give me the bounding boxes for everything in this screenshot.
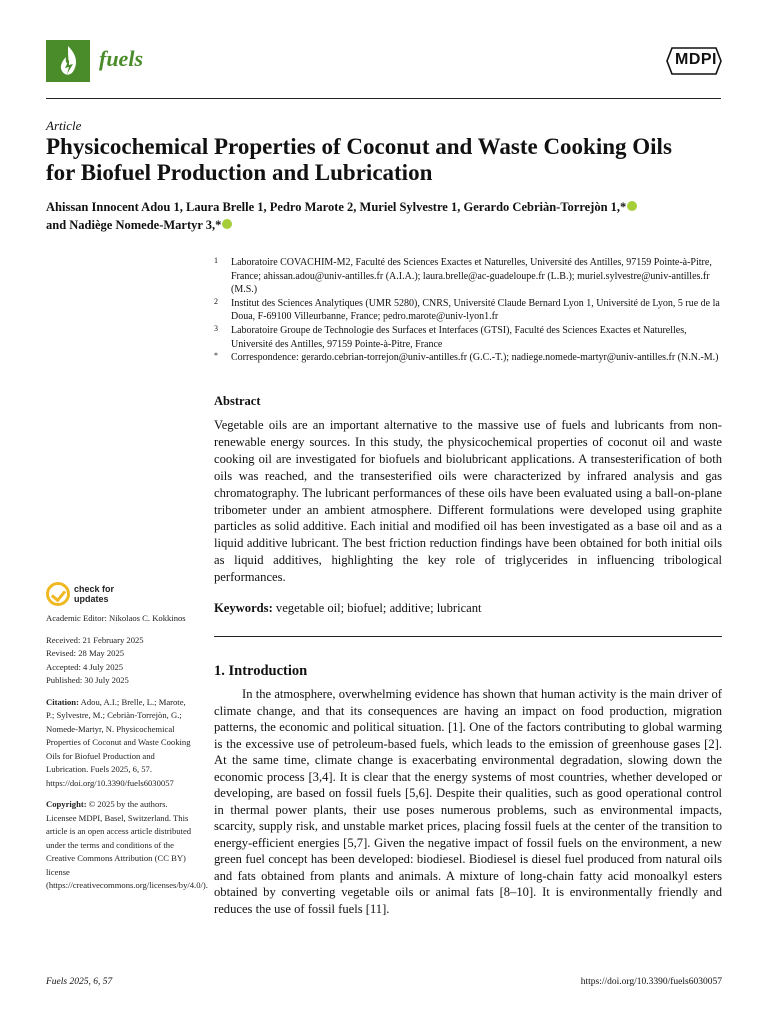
footer-citation: Fuels 2025, 6, 57: [46, 977, 113, 987]
page-footer: [46, 977, 722, 987]
citation: [46, 696, 196, 791]
academic-editor: Academic Editor: Nikolaos C. Kokkinos: [46, 613, 186, 623]
check-updates-label: [74, 584, 114, 604]
copyright-label: Copyright:: [46, 799, 87, 809]
header-divider: [46, 98, 721, 99]
introduction-paragraph: In the atmosphere, overwhelming evidence has shown that human activity is the main driver of climate change, and that its consequences are having an impact on food production, migration patterns, the economic and political situation. [1]. One of the factors contributing to global warming is the excessive use of petroleum-based fuels, which leads to the emission of greenhouse gases [2]. At the same time, climate change is exacerbating environmental degradation, slowing down the economic process [3,4]. It is clear that the energy systems of most countries, whether developed or developing, are based on fossil fuels [5,6]. Despite their qualities, such as good operational control in thermal power plants, their use poses numerous problems, such as environmental impacts, scarcity, supply risk, and unstable market prices, placing fossil fuels at the center of the transition to energy-efficient energies [5,7]. Given the negative impact of fossil fuels on the environment, a new green fuel concept has been developed: biodiesel. Biodiesel is diesel fuel produced from natural oils and fats obtained from plants and animals. A mixture of long-chain fatty acid monoalkyl esters obtained by converting vegetable oils or animal fats [8–10]. It is environmentally friendly and reduces the use of fossil fuels [11].: [214, 687, 722, 916]
introduction-text: [214, 686, 722, 917]
check-updates-line: check for: [74, 584, 115, 594]
date-accepted: Accepted: 4 July 2025: [46, 661, 124, 672]
journal-logo: [46, 40, 90, 82]
publisher-logo: [666, 47, 722, 79]
orcid-icon[interactable]: [222, 219, 232, 229]
flame-leaf-icon: [46, 40, 90, 82]
section-divider: [214, 636, 722, 637]
author-line: and Nadiège Nomede-Martyr 3,*: [46, 218, 222, 232]
abstract-heading: Abstract: [214, 394, 261, 408]
affiliation-item: [214, 256, 724, 297]
citation-text: Adou, A.I.; Brelle, L.; Marote, P.; Sylvestre, M.; Cebriàn-Torrejòn, G.; Nomede-Martyr, N. Physicochemical Properties of Coconut and Waste Cooking Oils for Biofuel Production and Lubrication. Fuels 2025, 6, 57. https://doi.org/10.3390/fuels6030057: [46, 696, 191, 788]
check-updates-line: updates: [74, 594, 109, 604]
check-for-updates-button[interactable]: [46, 582, 114, 606]
copyright-text: © 2025 by the authors. Licensee MDPI, Basel, Switzerland. This article is an open access article distributed under the terms and conditions of the Creative Commons Attribution (CC BY) license (https://creativecommons.org/licenses/by/4.0/).: [46, 799, 208, 890]
citation-label: Citation:: [46, 696, 79, 707]
copyright: [46, 798, 208, 893]
date-revised: Revised: 28 May 2025: [46, 648, 125, 658]
check-updates-icon: [46, 582, 70, 606]
footer-doi-link[interactable]: https://doi.org/10.3390/fuels6030057: [580, 977, 722, 987]
keywords: [214, 601, 722, 616]
sidebar-meta: [46, 612, 208, 901]
title-line: for Biofuel Production and Lubrication: [46, 160, 433, 185]
keywords-label: Keywords:: [214, 601, 273, 615]
correspondence-text: Correspondence: gerardo.cebrian-torrejon@univ-antilles.fr (G.C.-T.); nadiege.nomede-martyr@univ-antilles.fr (N.N.-M.): [231, 352, 719, 364]
page-title: [46, 134, 736, 186]
dates: [46, 634, 196, 688]
affiliation-number: 2: [214, 296, 218, 306]
affiliation-item: [214, 324, 724, 351]
affiliations: [214, 256, 724, 365]
affiliation-number: 1: [214, 256, 218, 265]
abstract-text: Vegetable oils are an important alternative to the massive use of fuels and lubricants from non-renewable energy sources. In this study, the physicochemical properties of coconut oil and waste cooking oil are investigated for biofuels and biolubricant applications. A transesterification of both oils was reached, and the transesterified oils were characterized by infrared analysis and gas chromatography. The lubricant performances of these oils have been evaluated using a ball-on-plane tribometer under an ambient atmosphere. Different formulations were developed using graphite particles as solid additive. Each initial and modified oil has been investigated as a base oil and as a liquid additive lubricant. The best friction reduction findings have been obtained for both initial oils as liquid additives, highlighting the key role of triglycerides in influencing tribological performances.: [214, 418, 722, 585]
affiliation-number: 3: [214, 323, 218, 333]
article-type: Article: [46, 118, 82, 133]
title-line: Physicochemical Properties of Coconut and Waste Cooking Oils: [46, 134, 672, 159]
affiliation-number: *: [214, 351, 218, 361]
date-published: Published: 30 July 2025: [46, 675, 129, 685]
affiliation-text: Laboratoire COVACHIM-M2, Faculté des Sciences Exactes et Naturelles, Université des Antilles, 97159 Pointe-à-Pitre, France; ahissan.adou@univ-antilles.fr (A.I.A.); laura.brelle@ac-guadeloupe.fr (L.B.); muriel.sylvestre@univ-antilles.fr (M.S.): [231, 257, 712, 296]
journal-name: fuels: [99, 46, 143, 71]
affiliation-text: Institut des Sciences Analytiques (UMR 5280), CNRS, Université Claude Bernard Lyon 1, Université de Lyon, 5 rue de la Doua, F-69100 Villeurbanne, France; pedro.marote@univ-lyon1.fr: [231, 297, 720, 323]
publisher-name: MDPI: [675, 51, 717, 68]
affiliation-item: [214, 297, 724, 324]
keywords-text: vegetable oil; biofuel; additive; lubricant: [275, 601, 482, 615]
date-received: Received: 21 February 2025: [46, 634, 144, 645]
affiliation-text: Laboratoire Groupe de Technologie des Surfaces et Interfaces (GTSI), Faculté des Sciences Exactes et Naturelles, Université des Antilles, 97159 Pointe-à-Pitre, France: [231, 324, 687, 350]
author-line: Ahissan Innocent Adou 1, Laura Brelle 1, Pedro Marote 2, Muriel Sylvestre 1, Gerardo Cebriàn-Torrejòn 1,*: [46, 200, 627, 214]
author-list: [46, 198, 726, 234]
orcid-icon[interactable]: [627, 201, 637, 211]
correspondence-item: [214, 351, 724, 365]
section-heading: 1. Introduction: [214, 663, 308, 679]
